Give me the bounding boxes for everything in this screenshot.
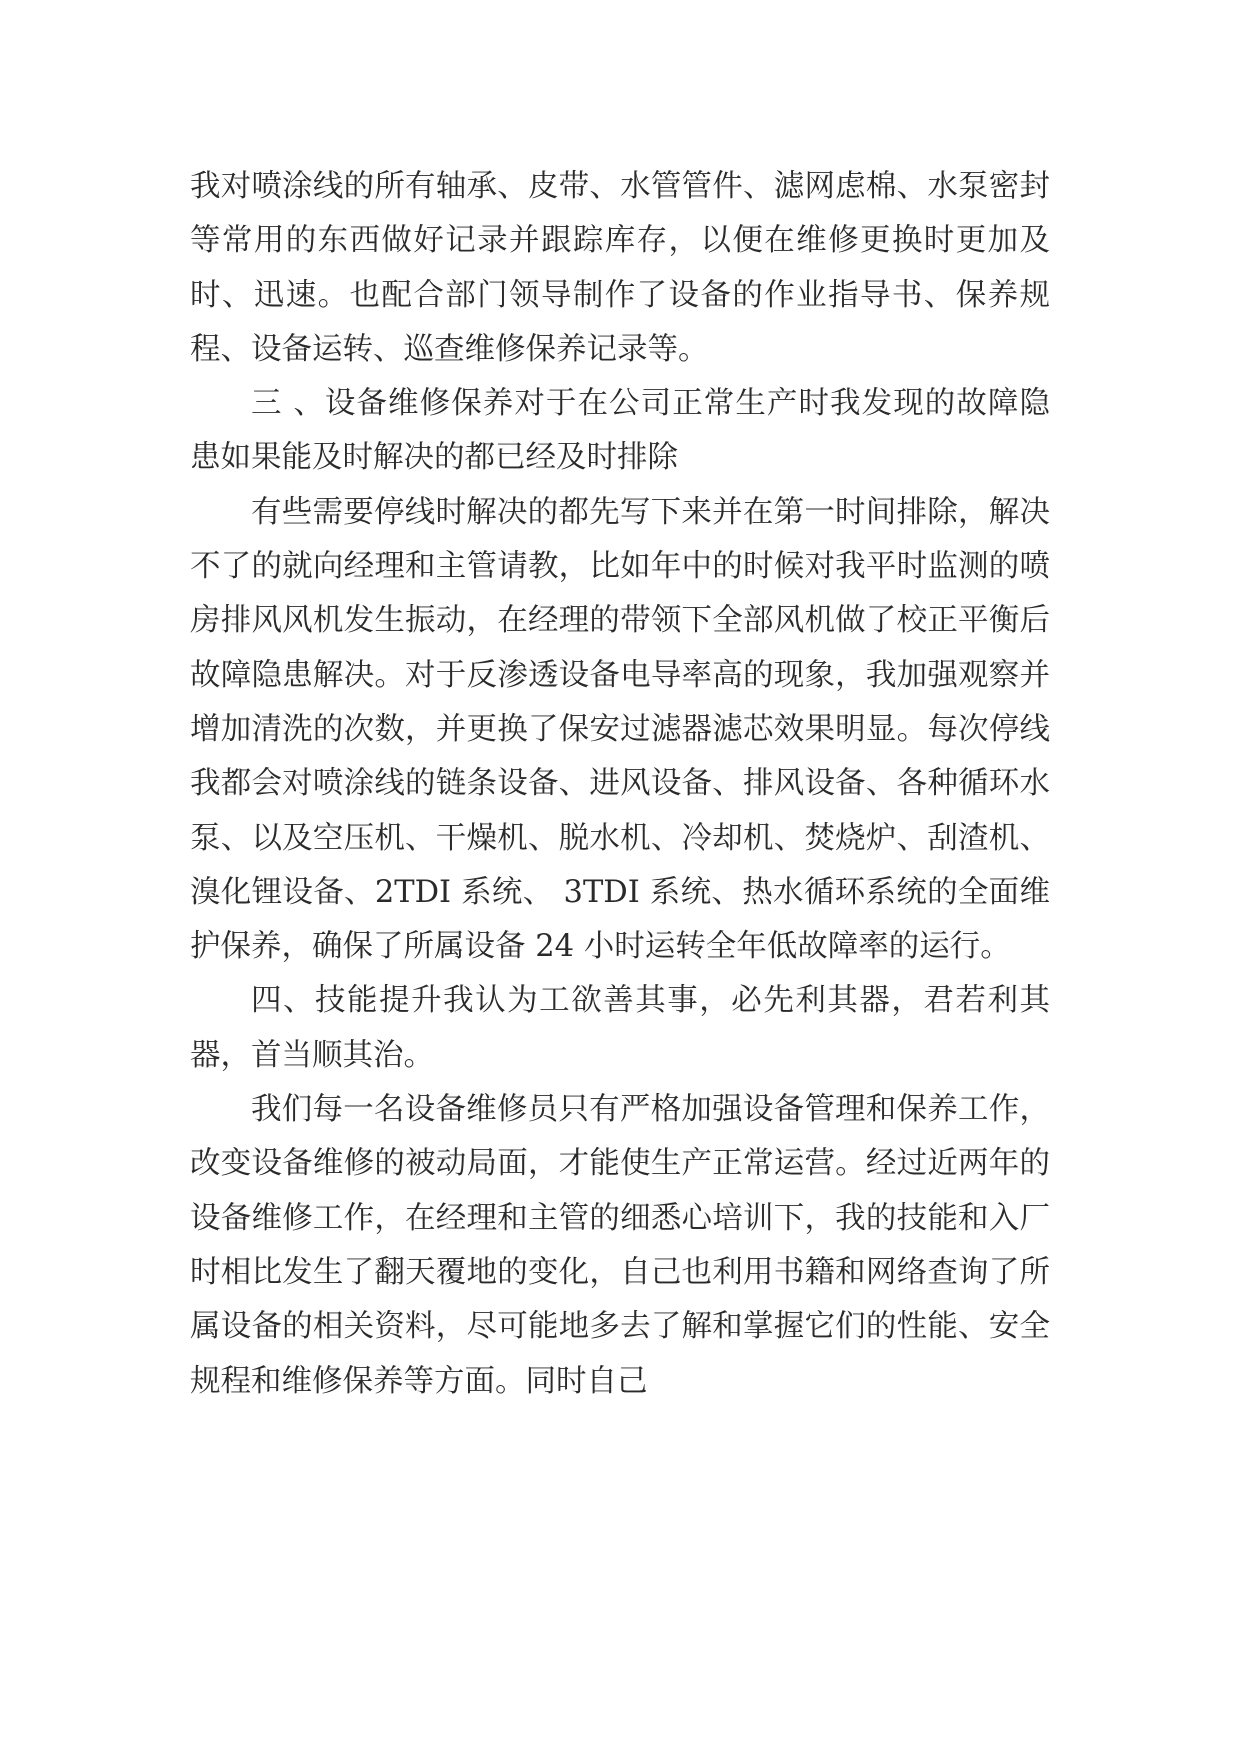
paragraph-maintenance-details: 有些需要停线时解决的都先写下来并在第一时间排除，解决不了的就向经理和主管请教，比如年中的时候对我平时监测的喷房排风风机发生振动，在经理的带领下全部风机做了校正平衡后故障隐患解决。对于反渗透设备电导率高的现象，我加强观察并增加清洗的次数，并更换了保安过滤器滤芯效果明显。每次停线我都会对喷涂线的链条设备、进风设备、排风设备、各种循环水泵、以及空压机、干燥机、脱水机、冷却机、焚烧炉、刮渣机、溴化锂设备、2TDI 系统、 3TDI 系统、热水循环系统的全面维护保养，确保了所属设备 24 小时运转全年低故障率的运行。 [190, 494, 1050, 965]
body-text [190, 160, 1050, 1409]
paragraph-section-four-heading: 四、技能提升我认为工欲善其事，必先利其器，君若利其器，首当顺其治。 [190, 983, 1050, 1073]
paragraph-skill-improvement: 我们每一名设备维修员只有严格加强设备管理和保养工作，改变设备维修的被动局面，才能使生产正常运营。经过近两年的设备维修工作，在经理和主管的细悉心培训下，我的技能和入厂时相比发生了翻天覆地的变化，自己也利用书籍和网络查询了所属设备的相关资料，尽可能地多去了解和掌握它们的性能、安全规程和维修保养等方面。同时自己 [190, 1092, 1050, 1399]
paragraph-section-three-heading: 三 、设备维修保养对于在公司正常生产时我发现的故障隐患如果能及时解决的都已经及时排除 [190, 386, 1050, 476]
paragraph-bearings-records: 我对喷涂线的所有轴承、皮带、水管管件、滤网虑棉、水泵密封等常用的东西做好记录并跟踪库存，以便在维修更换时更加及时、迅速。也配合部门领导制作了设备的作业指导书、保养规程、设备运转、巡查维修保养记录等。 [190, 169, 1050, 367]
